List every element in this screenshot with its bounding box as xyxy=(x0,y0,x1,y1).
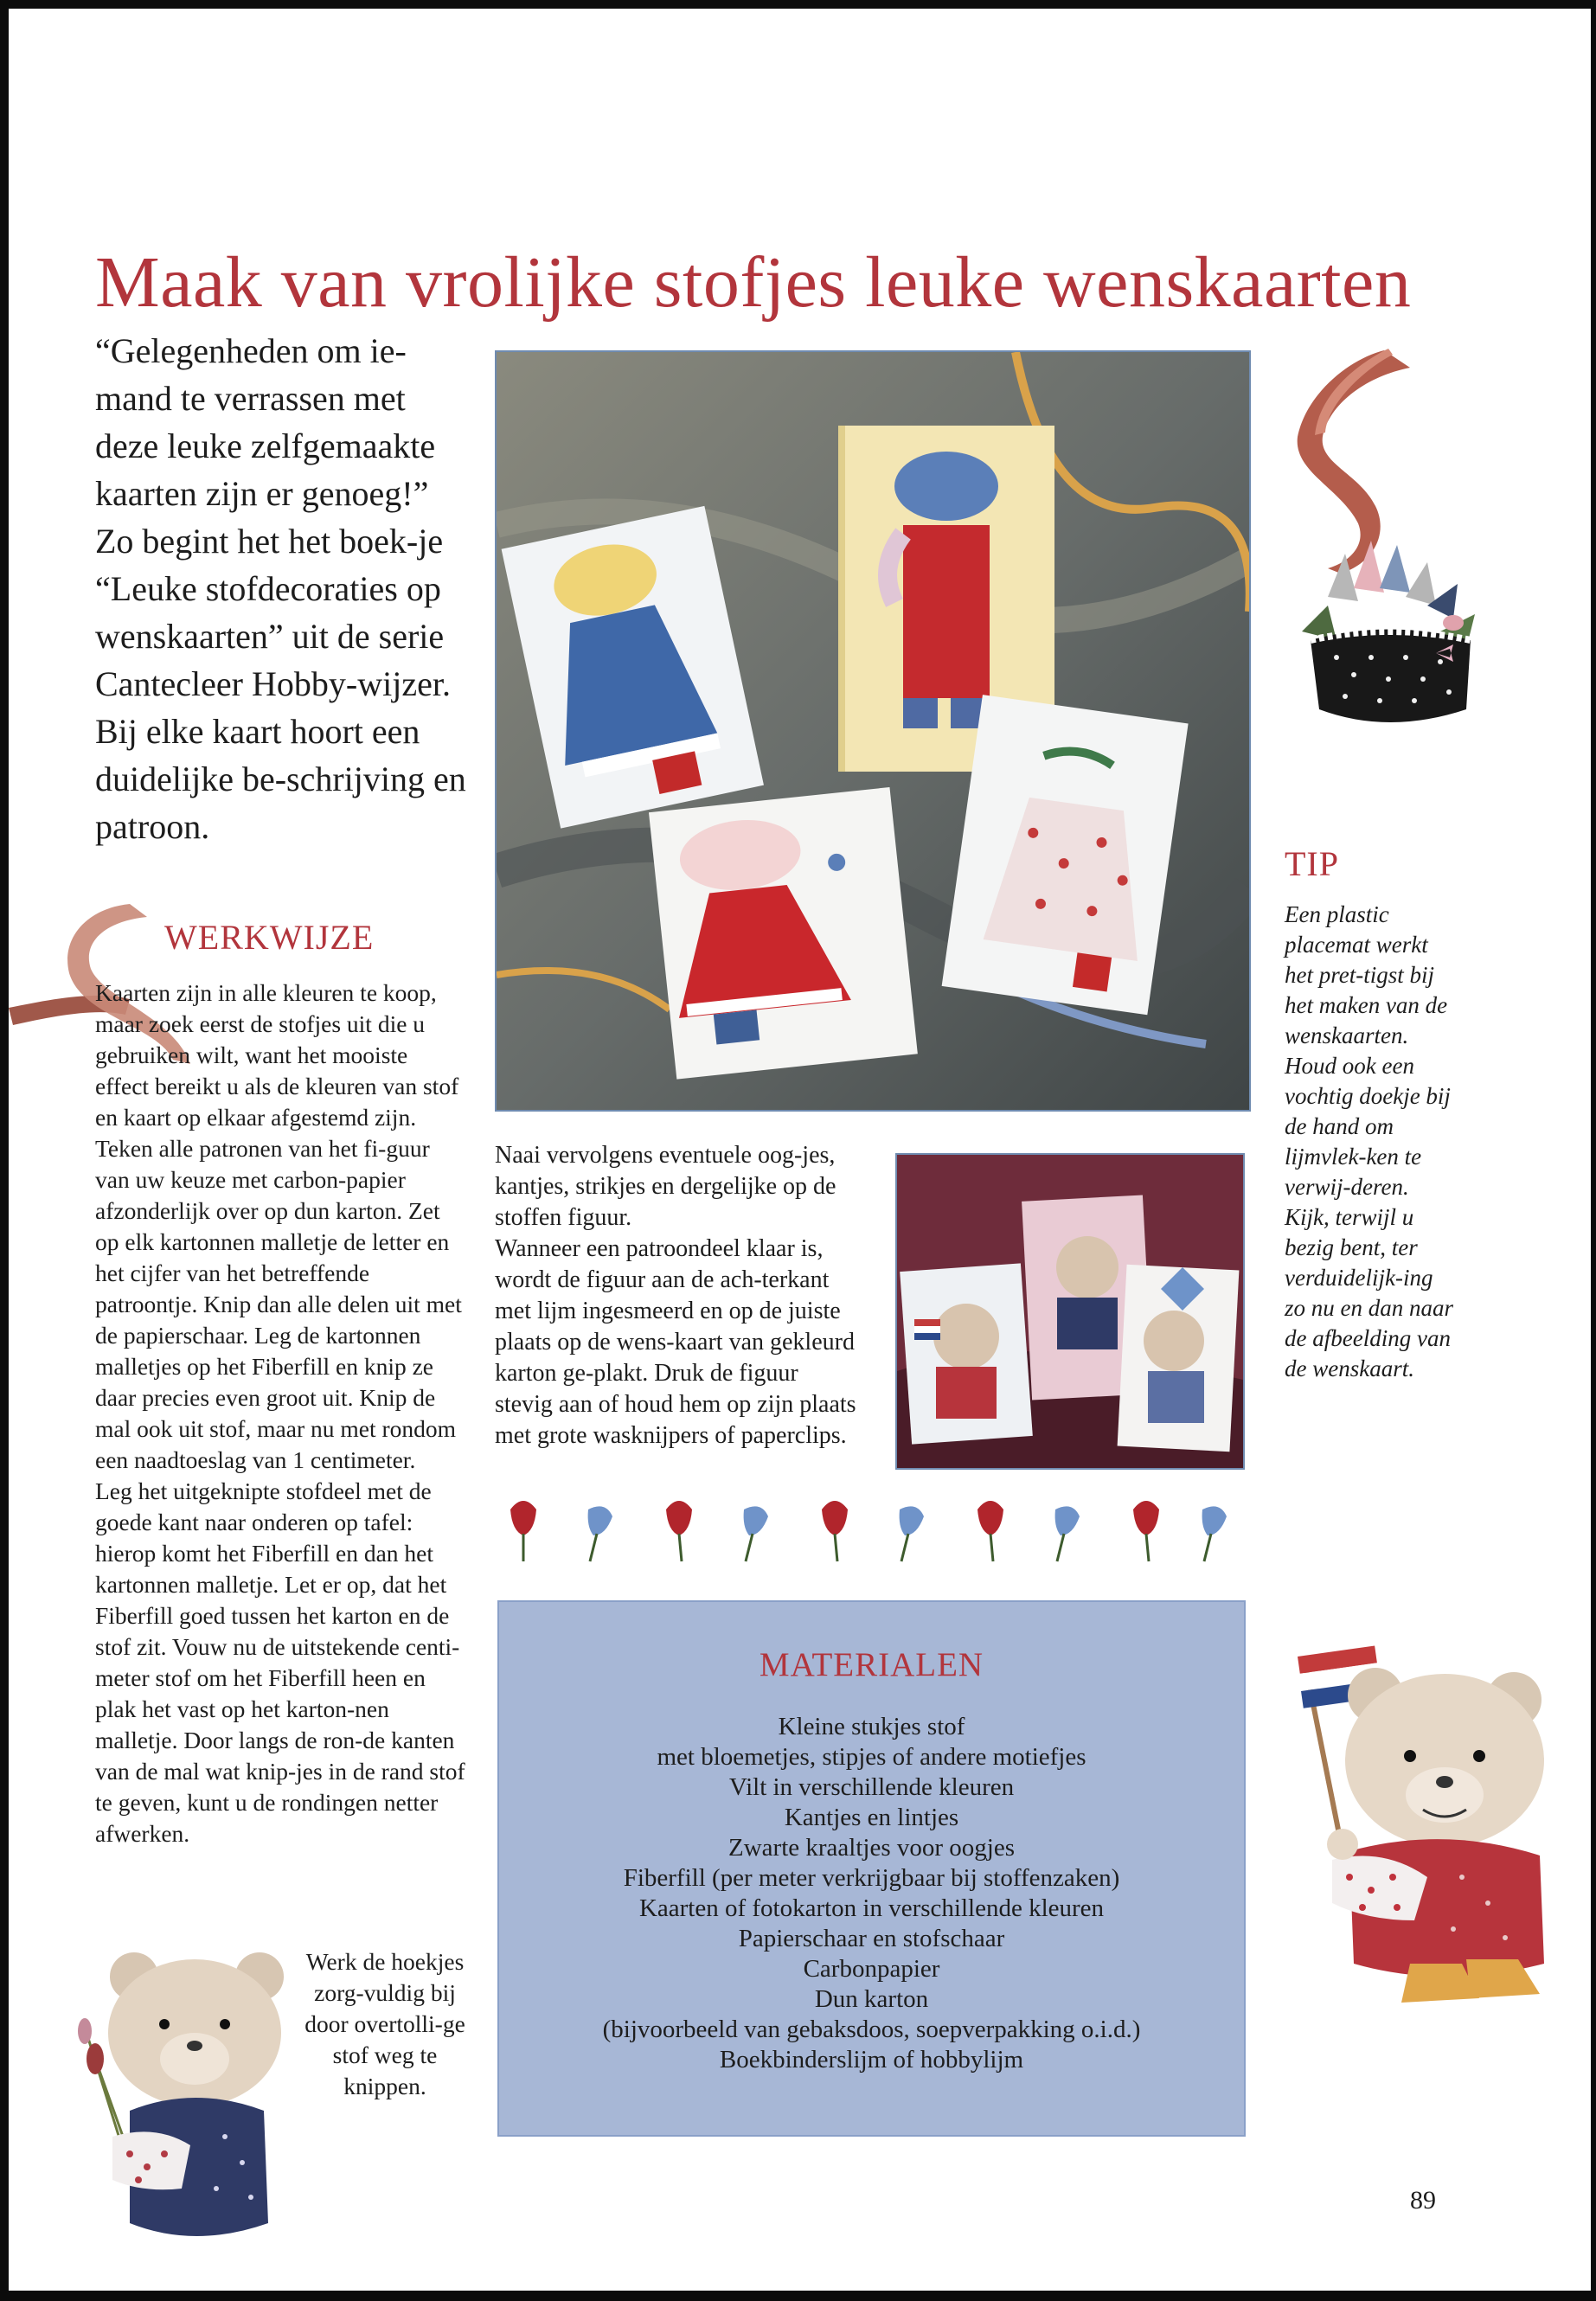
tip-heading: TIP xyxy=(1285,844,1339,883)
list-item: Vilt in verschillende kleuren xyxy=(728,1773,1015,1801)
greeting-cards-photo xyxy=(495,350,1251,1112)
intro-paragraph: “Gelegenheden om ie-mand te verrassen met deze leuke zelfgemaakte kaarten zijn er genoeg!” Zo begint het het boek-je “Leuke stofdecoraties op wenskaarten” uit de serie Cantecleer Hobby-wijzer. Bij elke kaart hoort een duidelijke be-schrijving en patroon. xyxy=(95,331,466,846)
werkwijze-paragraph: Leg het uitgeknipte stofdeel met de goede kant naar onderen op tafel: hierop komt het Fiberfill en dan het kartonnen malletje. Let er op, dat het Fiberfill goed tussen het karton en de stof zit. Vouw nu de uitstekende centi-meter stof om het Fiberfill heen en plak het vast op het karton-nen malletje. Door langs de ron-de kanten van de mal wat knip-jes in de rand stof te geven, kunt u de rondingen netter afwerken. xyxy=(95,1477,465,1847)
page-title: Maak van vrolijke stofjes leuke wenskaarten xyxy=(95,242,1412,324)
materials-box xyxy=(497,1600,1246,2137)
flower-basket-illustration xyxy=(1267,536,1509,761)
list-item: Fiberfill (per meter verkrijgbaar bij stoffenzaken) xyxy=(623,1864,1120,1892)
materials-list xyxy=(499,1712,1244,2075)
list-item: met bloemetjes, stipjes of andere motiefjes xyxy=(657,1743,1086,1771)
werkwijze-body xyxy=(95,977,467,1849)
list-item: Kantjes en lintjes xyxy=(784,1804,959,1831)
list-item: Kleine stukjes stof xyxy=(778,1713,965,1740)
werkwijze-heading: WERKWIJZE xyxy=(164,918,375,957)
middle-column-text xyxy=(495,1140,858,1452)
list-item: Boekbinderslijm of hobbylijm xyxy=(719,2046,1024,2073)
werkwijze-paragraph: Teken alle patronen van het fi-guur van uw keuze met carbon-papier afzonderlijk over op dun karton. Zet op elk kartonnen malletje de letter en het cijfer van het betreffende patroontje. Knip dan alle delen uit met de papierschaar. Leg de kartonnen malletjes op het Fiberfill en knip ze daar precies even groot uit. Knip de mal ook uit stof, maar nu met rondom een naadtoeslag van 1 centimeter. xyxy=(95,1135,462,1473)
list-item: Zwarte kraaltjes voor oogjes xyxy=(728,1834,1015,1862)
werkwijze-ending: Werk de hoekjes zorg-vuldig bij door overtolli-ge stof weg te knippen. xyxy=(304,1948,465,2099)
list-item: Carbonpapier xyxy=(803,1955,940,1983)
page-number: 89 xyxy=(1410,2186,1436,2214)
list-item: Kaarten of fotokarton in verschillende kleuren xyxy=(638,1894,1105,1922)
materials-heading: MATERIALEN xyxy=(759,1646,984,1683)
middle-paragraph: Wanneer een patroondeel klaar is, wordt de figuur aan de ach-terkant met lijm ingesmeerd en op de juiste plaats op de wens-kaart van gekleurd karton ge-plakt. Druk de figuur stevig aan of houd hem op zijn plaats met grote wasknijpers of paperclips. xyxy=(495,1235,856,1449)
werkwijze-paragraph: Kaarten zijn in alle kleuren te koop, maar zoek eerst de stofjes uit die u gebruiken wilt, want het mooiste effect bereikt u als de kleuren van stof en kaart op elkaar afgestemd zijn. xyxy=(95,979,459,1131)
teddy-bear-with-flag-illustration xyxy=(1280,1618,1574,2016)
flower-border-illustration xyxy=(493,1492,1246,1570)
list-item: Papierschaar en stofschaar xyxy=(738,1925,1005,1952)
teddy-bear-illustration-left xyxy=(61,1938,303,2258)
list-item: (bijvoorbeeld van gebaksdoos, soepverpakking o.i.d.) xyxy=(602,2016,1141,2043)
teddy-bear-cards-photo xyxy=(895,1153,1245,1470)
list-item: Dun karton xyxy=(814,1985,929,2013)
tip-text: Een plastic placemat werkt het pret-tigst bij het maken van de wenskaarten. Houd ook een vochtig doekje bij de hand om lijmvlek-ken te verwij-deren. Kijk, terwijl u bezig bent, ter verduidelijk-ing zo nu en dan naar de afbeelding van de wenskaart. xyxy=(1285,901,1453,1381)
middle-paragraph: Naai vervolgens eventuele oog-jes, kantjes, strikjes en dergelijke op de stoffen figuur. xyxy=(495,1142,836,1231)
